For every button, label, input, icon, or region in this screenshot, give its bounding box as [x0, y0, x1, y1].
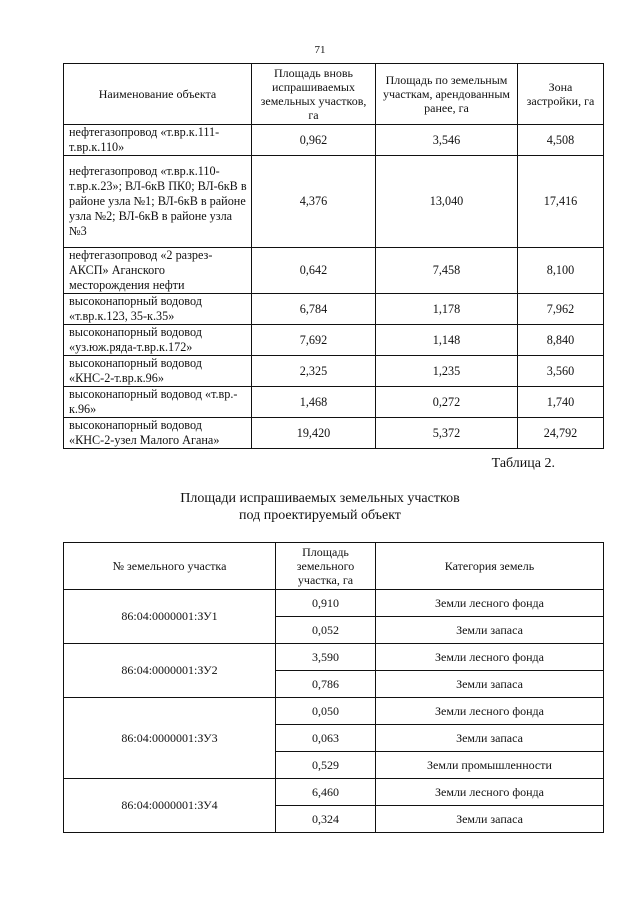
land-category-cell: Земли промышленности	[376, 752, 604, 779]
land-category-cell: Земли лесного фонда	[376, 698, 604, 725]
column-header-previous-area: Площадь по земельным участкам, арендованным ранее, га	[376, 64, 518, 125]
object-name-cell: высоконапорный водовод «КНС-2-узел Малого Агана»	[64, 418, 252, 449]
parcel-id-cell: 86:04:0000001:ЗУ2	[64, 644, 276, 698]
land-category-cell: Земли лесного фонда	[376, 779, 604, 806]
table-row	[64, 325, 604, 356]
table-row	[64, 644, 604, 671]
land-category-cell: Земли лесного фонда	[376, 644, 604, 671]
previous-area-cell: 7,458	[376, 248, 518, 294]
build-zone-cell: 24,792	[518, 418, 604, 449]
table-row	[64, 356, 604, 387]
object-name-cell: высоконапорный водовод «т.вр.-к.96»	[64, 387, 252, 418]
column-header-build-zone: Зона застройки, га	[518, 64, 604, 125]
parcel-area-cell: 0,050	[276, 698, 376, 725]
object-name-cell: нефтегазопровод «т.вр.к.110-т.вр.к.23»; ВЛ-6кВ ПК0; ВЛ-6кВ в районе узла №1; ВЛ-6кВ в районе узла №2; ВЛ-6кВ в районе узла №3	[64, 156, 252, 248]
object-name-cell: высоконапорный водовод «т.вр.к.123, 35-к.35»	[64, 294, 252, 325]
previous-area-cell: 1,178	[376, 294, 518, 325]
parcels-table-body	[64, 590, 604, 833]
previous-area-cell: 0,272	[376, 387, 518, 418]
parcels-table	[63, 542, 604, 833]
table-title	[0, 490, 640, 524]
table-row	[64, 125, 604, 156]
table-caption: Таблица 2.	[491, 456, 555, 471]
parcel-area-cell: 0,063	[276, 725, 376, 752]
table-header-row	[64, 543, 604, 590]
land-category-cell: Земли запаса	[376, 617, 604, 644]
new-area-cell: 19,420	[252, 418, 376, 449]
parcel-area-cell: 6,460	[276, 779, 376, 806]
parcel-id-cell: 86:04:0000001:ЗУ4	[64, 779, 276, 833]
new-area-cell: 7,692	[252, 325, 376, 356]
new-area-cell: 6,784	[252, 294, 376, 325]
new-area-cell: 1,468	[252, 387, 376, 418]
table-row	[64, 698, 604, 725]
parcel-area-cell: 0,052	[276, 617, 376, 644]
objects-area-table	[63, 63, 604, 449]
table-row	[64, 156, 604, 248]
new-area-cell: 0,962	[252, 125, 376, 156]
build-zone-cell: 8,840	[518, 325, 604, 356]
column-header-land-category: Категория земель	[376, 543, 604, 590]
previous-area-cell: 3,546	[376, 125, 518, 156]
column-header-parcel-area: Площадь земельного участка, га	[276, 543, 376, 590]
previous-area-cell: 5,372	[376, 418, 518, 449]
table-title-line: Площади испрашиваемых земельных участков	[180, 491, 460, 506]
object-name-cell: высоконапорный водовод «уз.юж.ряда-т.вр.к.172»	[64, 325, 252, 356]
parcel-area-cell: 0,910	[276, 590, 376, 617]
table-row	[64, 779, 604, 806]
previous-area-cell: 13,040	[376, 156, 518, 248]
parcel-area-cell: 3,590	[276, 644, 376, 671]
previous-area-cell: 1,235	[376, 356, 518, 387]
new-area-cell: 2,325	[252, 356, 376, 387]
new-area-cell: 4,376	[252, 156, 376, 248]
table-row	[64, 590, 604, 617]
build-zone-cell: 4,508	[518, 125, 604, 156]
column-header-object-name: Наименование объекта	[64, 64, 252, 125]
land-category-cell: Земли лесного фонда	[376, 590, 604, 617]
table-row	[64, 418, 604, 449]
table-row	[64, 248, 604, 294]
build-zone-cell: 3,560	[518, 356, 604, 387]
parcel-area-cell: 0,786	[276, 671, 376, 698]
land-category-cell: Земли запаса	[376, 725, 604, 752]
objects-table-body	[64, 125, 604, 449]
previous-area-cell: 1,148	[376, 325, 518, 356]
page-number: 71	[314, 44, 326, 56]
column-header-parcel-number: № земельного участка	[64, 543, 276, 590]
build-zone-cell: 8,100	[518, 248, 604, 294]
build-zone-cell: 7,962	[518, 294, 604, 325]
object-name-cell: высоконапорный водовод «КНС-2-т.вр.к.96»	[64, 356, 252, 387]
table-title-line: под проектируемый объект	[239, 508, 401, 523]
table-row	[64, 387, 604, 418]
column-header-new-area: Площадь вновь испрашиваемых земельных участков, га	[252, 64, 376, 125]
parcel-area-cell: 0,529	[276, 752, 376, 779]
parcel-area-cell: 0,324	[276, 806, 376, 833]
table-header-row	[64, 64, 604, 125]
object-name-cell: нефтегазопровод «т.вр.к.111-т.вр.к.110»	[64, 125, 252, 156]
build-zone-cell: 1,740	[518, 387, 604, 418]
parcel-id-cell: 86:04:0000001:ЗУ1	[64, 590, 276, 644]
build-zone-cell: 17,416	[518, 156, 604, 248]
new-area-cell: 0,642	[252, 248, 376, 294]
parcel-id-cell: 86:04:0000001:ЗУ3	[64, 698, 276, 779]
land-category-cell: Земли запаса	[376, 671, 604, 698]
table-row	[64, 294, 604, 325]
object-name-cell: нефтегазопровод «2 разрез-АКСП» Аганского месторождения нефти	[64, 248, 252, 294]
land-category-cell: Земли запаса	[376, 806, 604, 833]
